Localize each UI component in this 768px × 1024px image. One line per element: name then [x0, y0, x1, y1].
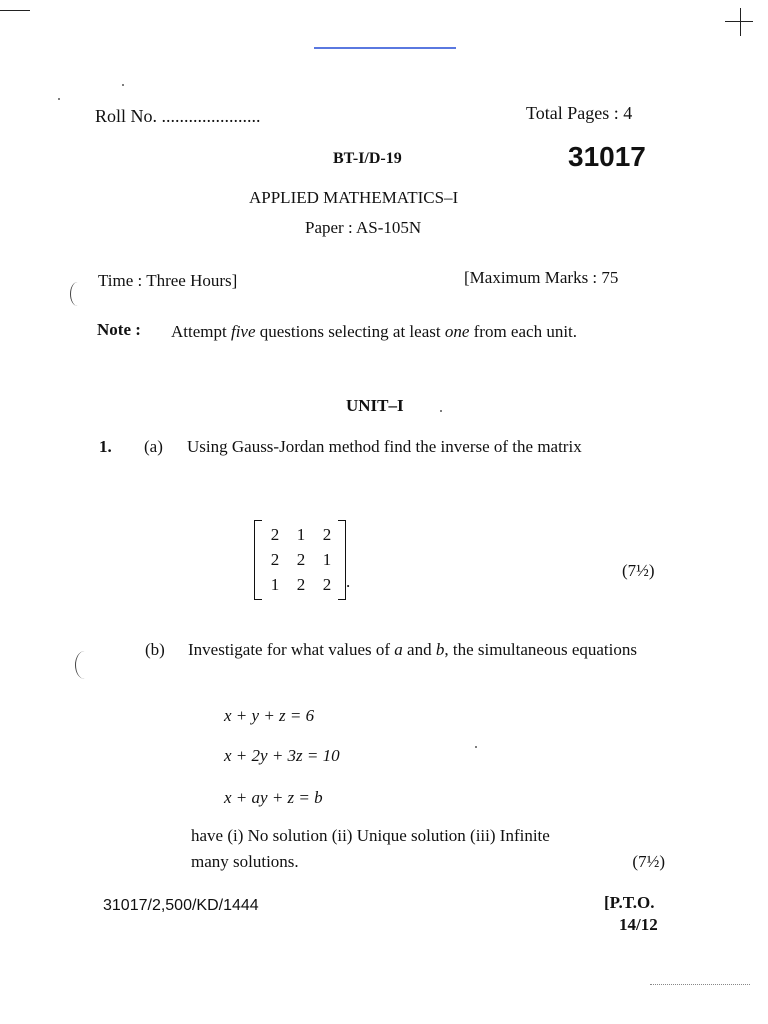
part-b-conclusion-line-2: [191, 852, 665, 872]
matrix-cell: 2: [296, 550, 306, 569]
part-b-text-post: , the simultaneous equations: [444, 640, 637, 659]
matrix: [254, 520, 346, 600]
footer-page-code: 14/12: [619, 915, 658, 934]
part-b-label: (b): [145, 640, 165, 659]
scan-speck: [58, 98, 60, 100]
exam-code: BT-I/D-19: [333, 150, 402, 167]
crosshair-mark-horizontal: [725, 21, 753, 22]
question-number: 1.: [99, 437, 112, 456]
part-a-label: (a): [144, 437, 163, 456]
equation-1: x + y + z = 6: [224, 706, 315, 725]
crosshair-mark-vertical: [740, 8, 741, 36]
scan-speck: [440, 410, 442, 412]
part-b-text-and: and: [402, 640, 436, 659]
note-emphasis-one: one: [444, 322, 470, 341]
punch-hole-mark: [75, 651, 94, 679]
subject-title: APPLIED MATHEMATICS–I: [249, 188, 459, 207]
matrix-right-bracket: [338, 520, 346, 600]
part-b-text: [188, 636, 663, 664]
part-a-text: Using Gauss-Jordan method find the inverse of the matrix: [187, 437, 582, 456]
please-turn-over: [P.T.O.: [604, 893, 655, 912]
matrix-cell: 2: [322, 525, 332, 544]
footer-print-code: 31017/2,500/KD/1444: [103, 897, 259, 914]
equation-3: x + ay + z = b: [224, 788, 323, 807]
scan-mark-top-left: [0, 10, 30, 11]
conclusion-text: have (i) No solution (ii) Unique solution (iii) Infinite: [191, 826, 550, 845]
note-text-mid: questions selecting at least: [255, 322, 445, 341]
paper-number: 31017: [568, 141, 646, 172]
roll-number-field: Roll No. ......................: [95, 106, 261, 126]
scan-blue-line: [314, 47, 456, 49]
part-b-text-pre: Investigate for what values of: [188, 640, 395, 659]
matrix-cell: 1: [270, 575, 280, 594]
matrix-cell: 2: [270, 550, 280, 569]
paper-code: Paper : AS-105N: [305, 218, 422, 237]
matrix-cell: 2: [322, 575, 332, 594]
matrix-cell: 2: [296, 575, 306, 594]
matrix-cell: 1: [322, 550, 332, 569]
part-b-marks: (7½): [632, 852, 665, 871]
exam-time: Time : Three Hours]: [98, 271, 238, 290]
conclusion-text: many solutions.: [191, 852, 299, 871]
note-label: Note :: [97, 320, 141, 339]
part-b-conclusion-line-1: [191, 826, 665, 846]
variable-a: a: [394, 640, 403, 659]
punch-hole-mark: [70, 282, 85, 306]
matrix-left-bracket: [254, 520, 262, 600]
matrix-cell: 1: [296, 525, 306, 544]
maximum-marks: [Maximum Marks : 75: [464, 268, 619, 287]
total-pages: Total Pages : 4: [526, 103, 633, 123]
note-text-post: from each unit.: [469, 322, 578, 341]
matrix-cell: 2: [270, 525, 280, 544]
note-text-pre: Attempt: [171, 322, 231, 341]
equation-2: x + 2y + 3z = 10: [224, 746, 340, 765]
variable-b: b: [435, 640, 445, 659]
part-a-marks: (7½): [622, 561, 655, 580]
note-text: [171, 318, 661, 345]
matrix-grid: [262, 522, 340, 597]
scan-speck: [122, 84, 124, 86]
scan-dotted-line: [650, 984, 750, 985]
matrix-period: .: [346, 572, 351, 591]
scan-speck: [475, 746, 477, 748]
note-emphasis-five: five: [230, 322, 256, 341]
unit-title: UNIT–I: [346, 396, 404, 415]
